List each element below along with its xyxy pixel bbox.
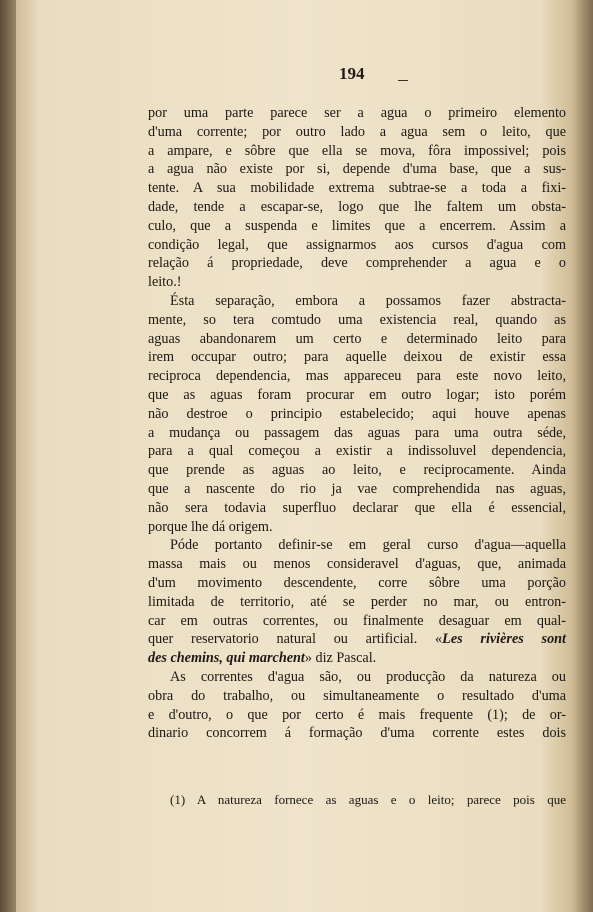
text-line <box>148 330 566 349</box>
text-line-content: dinario concorrem á formação d'uma corrente estes dois <box>148 725 566 742</box>
text-line-content: d'um movimento descendente, corre sôbre uma porção <box>148 574 566 591</box>
text-line-content: não destroe o principio estabelecido; aqui houve apenas <box>148 405 566 422</box>
text-line <box>148 104 566 123</box>
text-line <box>148 706 566 725</box>
text-line-content: que prende as aguas ao leito, e reciprocamente. Ainda <box>148 462 566 479</box>
text-line <box>148 574 566 593</box>
text-line-content: culo, que a suspenda e limites que a encerrem. Assim a <box>148 217 566 234</box>
text-line <box>148 593 566 612</box>
text-line <box>148 386 566 405</box>
text-line-content: reciproca dependencia, mas appareceu para este novo leito, <box>148 368 566 385</box>
text-line <box>148 518 566 537</box>
text-line <box>148 142 566 161</box>
text-line <box>148 536 566 555</box>
text-line-content: limitada de territorio, até se perder no mar, ou entron- <box>148 593 566 610</box>
text-line-content: car em outras correntes, ou finalmente desaguar em qual- <box>148 612 566 629</box>
page-edge-shadow <box>571 0 593 912</box>
text-line <box>148 612 566 631</box>
text-line <box>148 499 566 518</box>
text-line-content: leito.! <box>148 274 182 291</box>
text-line-content: tente. A sua mobilidade extrema subtrae-se a toda a fixi- <box>148 180 566 197</box>
text-line-content: a agua não existe por si, depende d'uma base, que a sus- <box>148 161 566 178</box>
text-line <box>148 311 566 330</box>
text-line-content: obra do trabalho, ou simultaneamente o resultado d'uma <box>148 687 566 704</box>
text-line <box>148 668 566 687</box>
text-line <box>148 424 566 443</box>
text-line <box>148 217 566 236</box>
text-line-content: Ésta separação, embora a possamos fazer abstracta- <box>170 292 566 309</box>
text-line-content: mente, so tera comtudo uma existencia real, quando as <box>148 311 566 328</box>
text-line <box>148 273 566 292</box>
text-line-content: porque lhe dá origem. <box>148 518 273 535</box>
text-line-content: e d'outro, o que por certo é mais frequente (1); de or- <box>148 706 566 723</box>
body-text <box>148 104 566 743</box>
text-line <box>148 198 566 217</box>
text-line <box>148 649 566 668</box>
text-line <box>148 461 566 480</box>
text-line <box>148 724 566 743</box>
text-line <box>148 348 566 367</box>
text-line-content: dade, tende a escapar-se, logo que lhe faltem um obsta- <box>148 198 566 215</box>
text-line-content: relação á propriedade, deve comprehender a agua e o <box>148 255 566 272</box>
text-line-content: As correntes d'agua são, ou producção da natureza ou <box>170 668 566 685</box>
text-line-content: » diz Pascal. <box>304 650 377 667</box>
text-line-content: por uma parte parece ser a agua o primeiro elemento <box>148 105 566 121</box>
text-line <box>148 630 566 649</box>
text-line <box>148 555 566 574</box>
text-line <box>148 254 566 273</box>
footnote: (1) A natureza fornece as aguas e o leito; parece pois que <box>170 792 566 807</box>
text-line <box>148 405 566 424</box>
text-line-content: quer reservatorio natural ou artificial. « <box>148 631 443 648</box>
text-line-content: massa mais ou menos consideravel d'aguas, que, animada <box>148 556 566 573</box>
text-line <box>148 292 566 311</box>
text-line-content: a mudança ou passagem das aguas para uma outra séde, <box>148 424 566 441</box>
text-line <box>148 367 566 386</box>
text-line-content: condição legal, que assignarmos aos cursos d'agua com <box>148 236 566 253</box>
text-line <box>148 179 566 198</box>
text-line-content: a ampare, e sôbre que ella se mova, fôra impossivel; pois <box>148 142 566 159</box>
text-line-content: que a nascente do rio ja vae comprehendida nas aguas, <box>148 480 566 497</box>
text-line <box>148 236 566 255</box>
text-line <box>148 480 566 499</box>
text-line-content: d'uma corrente; por outro lado a agua sem o leito, que <box>148 123 566 140</box>
text-line-content: Póde portanto definir-se em geral curso d'agua—aquella <box>170 537 566 554</box>
page-number: 194 <box>339 64 365 83</box>
italic-quote: des chemins, qui marchent <box>148 650 305 667</box>
italic-quote: Les rivières sont <box>442 631 566 648</box>
text-line-content: para a qual começou a existir a indissoluvel dependencia, <box>148 443 566 460</box>
text-line <box>148 442 566 461</box>
text-line <box>148 160 566 179</box>
text-line-content: não sera todavia superfluo declarar que ella é essencial, <box>148 499 566 516</box>
text-line-content: aguas abandonarem um certo e determinado leito para <box>148 330 566 347</box>
text-line-content: que as aguas foram procurar em outro logar; isto porém <box>148 386 566 403</box>
header-mark <box>398 80 408 81</box>
book-gutter <box>0 0 16 912</box>
text-line <box>148 687 566 706</box>
text-line-content: irem occupar outro; para aquelle deixou de existir essa <box>148 349 566 366</box>
text-line <box>148 123 566 142</box>
